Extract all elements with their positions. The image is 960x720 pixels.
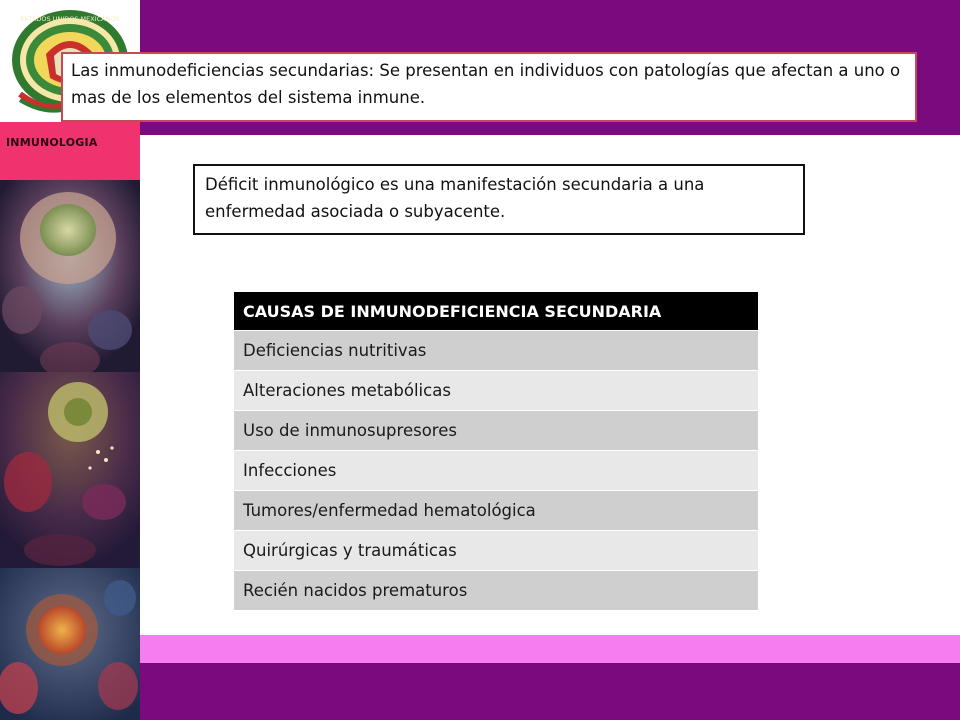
secondary-immunodeficiency-text: Las inmunodeficiencias secundarias: Se presentan en individuos con patologías que afectan a uno o mas de los elementos del sistema inmune. <box>71 61 901 107</box>
cell-illustration-1 <box>0 180 140 372</box>
cause-cell: Infecciones <box>234 451 758 491</box>
course-label: INMUNOLOGIA <box>6 136 98 149</box>
table-row <box>234 371 758 411</box>
cell-illustration-2 <box>0 372 140 568</box>
table-header-row <box>234 292 758 331</box>
table-row <box>234 331 758 371</box>
cause-cell: Alteraciones metabólicas <box>234 371 758 411</box>
bottom-pink-band <box>140 635 960 663</box>
causes-table <box>234 292 758 611</box>
cause-cell: Tumores/enfermedad hematológica <box>234 491 758 531</box>
table-header: CAUSAS DE INMUNODEFICIENCIA SECUNDARIA <box>234 292 758 331</box>
table-row <box>234 451 758 491</box>
cell-illustration-3 <box>0 568 140 720</box>
cause-cell: Quirúrgicas y traumáticas <box>234 531 758 571</box>
cause-cell: Recién nacidos prematuros <box>234 571 758 611</box>
table-row <box>234 571 758 611</box>
immune-deficit-note <box>193 164 805 235</box>
bottom-purple-band <box>140 663 960 720</box>
logo-text: ESTADOS UNIDOS MEXICANOS <box>20 15 120 23</box>
table-row <box>234 411 758 451</box>
table-row <box>234 491 758 531</box>
cause-cell: Deficiencias nutritivas <box>234 331 758 371</box>
course-label-box <box>0 122 140 180</box>
table-row <box>234 531 758 571</box>
secondary-immunodeficiency-note <box>61 52 917 122</box>
immune-deficit-text: Déficit inmunológico es una manifestación secundaria a una enfermedad asociada o subyacente. <box>205 175 705 221</box>
cause-cell: Uso de inmunosupresores <box>234 411 758 451</box>
